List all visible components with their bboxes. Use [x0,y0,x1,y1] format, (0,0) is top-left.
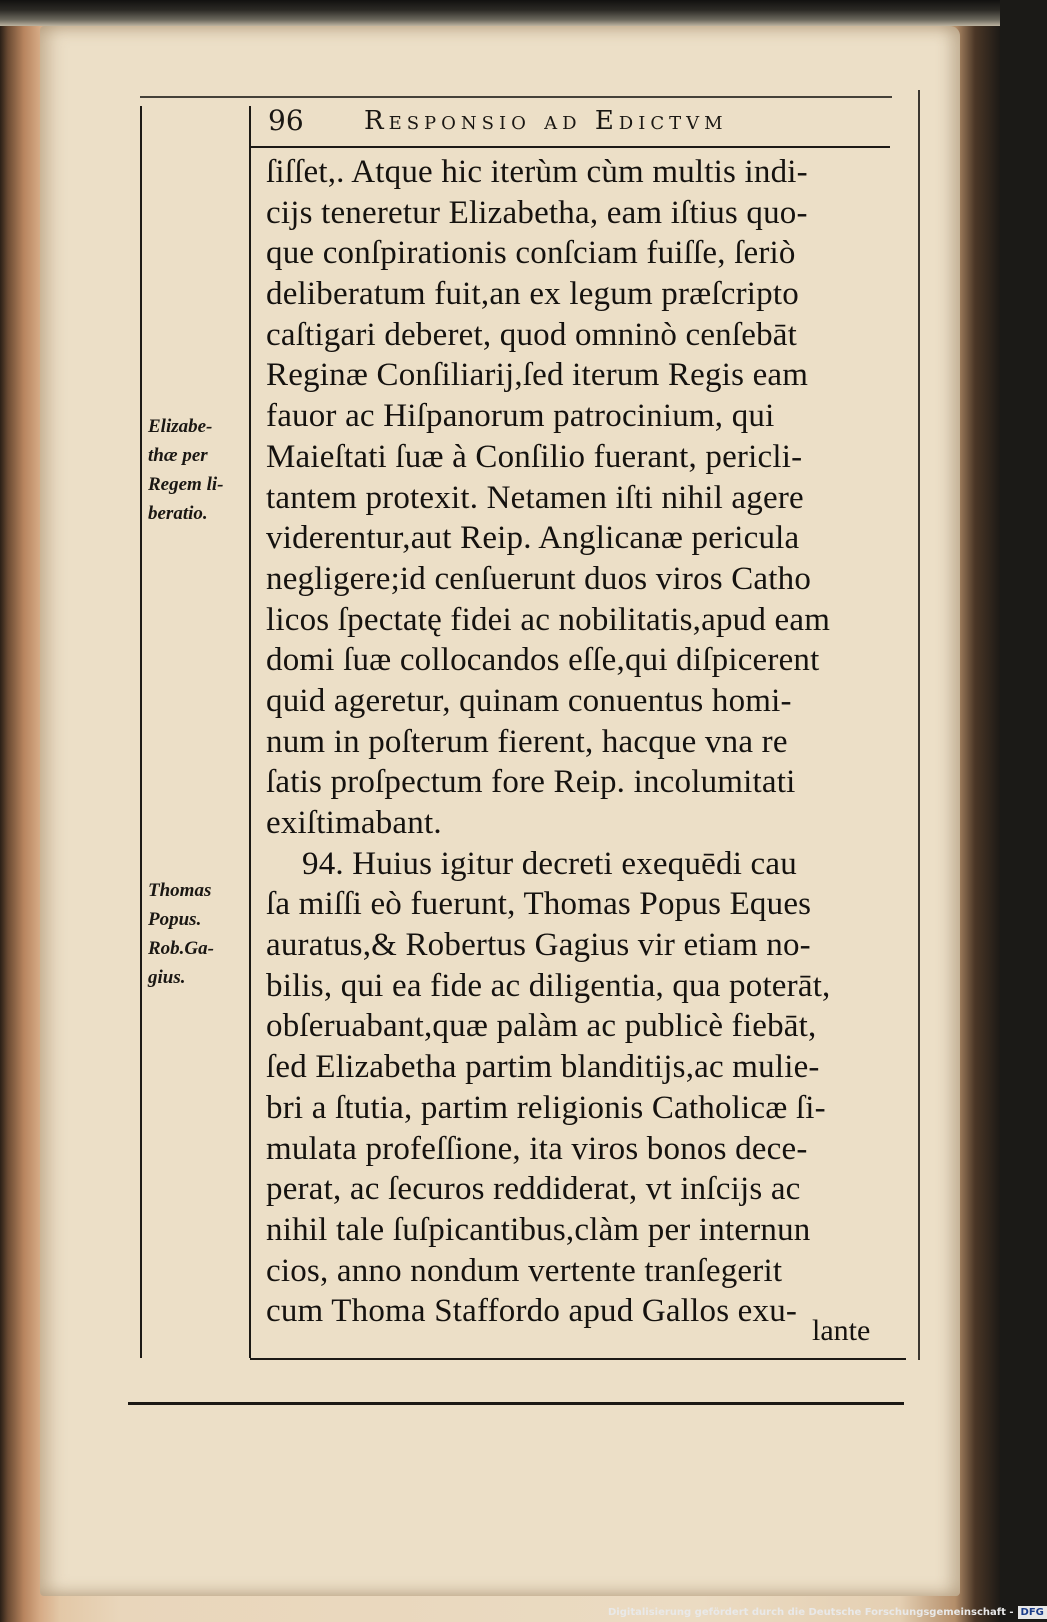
text-line: licos ſpectatę fidei ac nobilitatis,apud eam [266,601,831,638]
text-line: mulata profeſſione, ita viros bonos dece- [266,1130,808,1167]
margin-line: thæ per [148,445,208,466]
text-line: negligere;id cenſuerunt duos viros Catho [266,560,812,597]
margin-line: beratio. [148,503,208,524]
text-line: perat, ac ſecuros reddiderat, vt inſcijs ac [266,1171,801,1208]
text-line: fauor ac Hiſpanorum patrocinium, qui [266,398,775,435]
margin-line: Regem li- [148,474,224,495]
margin-line: Thomas [148,880,212,901]
header-rule [250,146,890,148]
running-title: Responsio ad Edictvm [364,106,728,136]
margin-line: Rob.Ga- [148,938,214,959]
top-frame-rule [140,96,892,98]
right-frame-rule [918,90,920,1360]
text-line: cios, anno nondum vertente tranſegerit [266,1252,783,1289]
text-line: obſeruabant,quæ palàm ac publicè fiebāt, [266,1008,817,1045]
text-line: deliberatum fuit,an ex legum præſcripto [266,276,799,313]
text-line: bilis, qui ea fide ac diligentia, qua poterāt, [266,967,831,1004]
page-number: 96 [268,104,304,137]
text-line: que conſpirationis conſciam fuiſſe, ſeriò [266,235,796,272]
text-line: nihil tale ſuſpicantibus,clàm per internun [266,1211,811,1248]
top-book-edge [0,0,1000,26]
text-line: Reginæ Conſiliarij,ſed iterum Regis eam [266,357,809,394]
margin-line: Popus. [148,909,202,930]
running-header [268,104,884,144]
marginal-note-liberation [148,412,244,528]
text-line: num in poſterum fierent, hacque vna re [266,723,788,760]
margin-line: Elizabe- [148,416,213,437]
text-line: ſa miſſi eò fuerunt, Thomas Popus Eques [266,886,812,923]
text-line: caſtigari deberet, quod omninò cenſebāt [266,316,798,353]
page-bottom-rule [128,1402,904,1405]
marginal-note-names [148,876,244,992]
text-line: cijs teneretur Elizabetha, eam iſtius quo- [266,194,808,231]
text-line: exiſtimabant. [266,805,442,841]
digitization-credit [608,1606,1047,1622]
text-line: domi ſuæ collocandos eſſe,qui diſpicerent [266,642,820,679]
left-frame-rule [140,106,142,1358]
text-line: quid ageretur, quinam conuentus homi- [266,682,792,719]
text-line: ſed Elizabetha partim blanditijs,ac mulie- [266,1049,820,1086]
text-line: bri a ſtutia, partim religionis Catholicæ ſi- [266,1089,826,1126]
text-line: ſatis proſpectum fore Reip. incolumitati [266,764,796,801]
text-line: viderentur,aut Reip. Anglicanæ pericula [266,520,800,557]
paragraph-start-line: 94. Huius igitur decreti exequēdi cau [302,845,797,882]
dfg-logo: DFG [1018,1606,1047,1619]
margin-line: gius. [148,967,186,988]
text-line: Maieſtati ſuæ à Conſilio fuerant, pericli- [266,438,803,475]
text-line: cum Thoma Staffordo apud Gallos exu- [266,1293,798,1330]
text-line: ſiſſet,. Atque hic iterùm cùm multis indi- [266,154,808,190]
text-bottom-rule [250,1358,906,1360]
text-line: tantem protexit. Netamen iſti nihil agere [266,479,804,516]
text-line: auratus,& Robertus Gagius vir etiam no- [266,927,811,964]
catchword: lante [812,1314,871,1347]
main-text-block [266,152,886,1332]
margin-divider-rule [249,106,251,1358]
credit-text: Digitalisierung gefördert durch die Deutsche Forschungsgemeinschaft - [608,1607,1014,1618]
